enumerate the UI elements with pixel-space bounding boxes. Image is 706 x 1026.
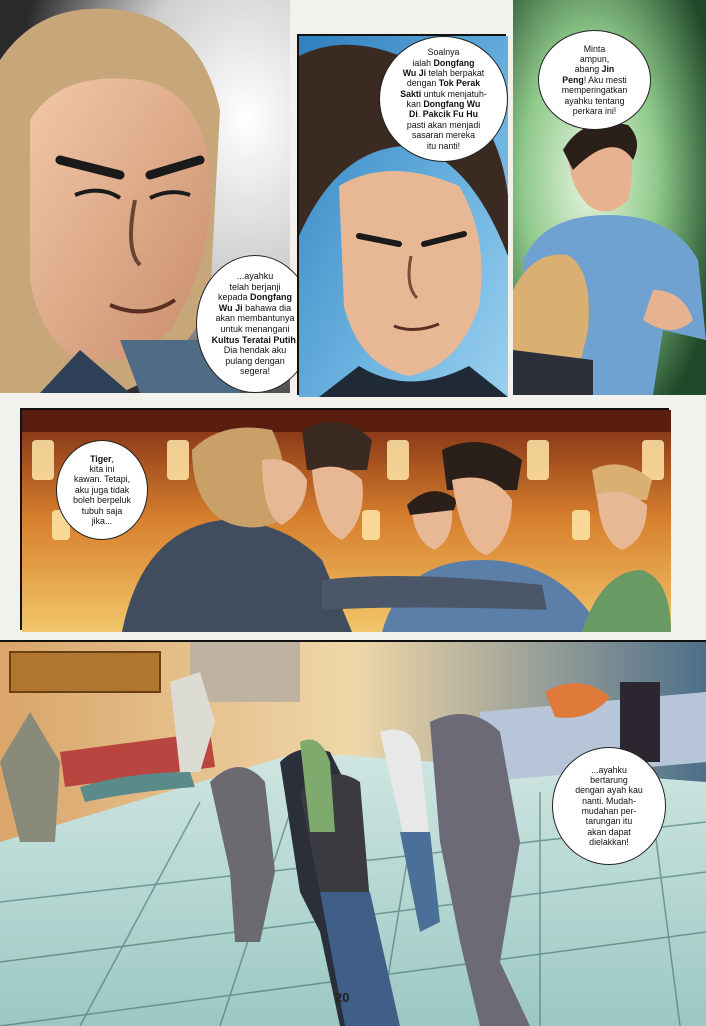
- page-number: 20: [335, 990, 350, 1005]
- speech-bubble-2: Soalnya ialah Dongfang Wu Ji telah berpakat dengan Tok Perak Sakti untuk menjatuh- kan Dongfang Wu Di. Pakcik Fu Hu pasti akan menjadi sasaran mereka itu nanti!: [379, 36, 508, 162]
- panel-5: [0, 640, 706, 1024]
- panel-2: [297, 34, 506, 395]
- speech-bubble-4: Tiger, kita ini kawan. Tetapi, aku juga tidak boleh berpeluk tubuh saja jika...: [56, 440, 148, 540]
- panel-4: [20, 408, 669, 630]
- speech-bubble-1: ...ayahku telah berjanji kepada Dongfang Wu Ji bahawa dia akan membantunya untuk menangani Kultus Teratai Putih. Dia hendak aku pulang dengan segera!: [196, 255, 314, 393]
- panel-1: [0, 0, 299, 393]
- panel-3: [513, 0, 706, 395]
- speech-bubble-3: Minta ampun, abang Jin Peng! Aku mesti memperingatkan ayahku tentang perkara ini!: [538, 30, 651, 130]
- speech-bubble-5: ...ayahku bertarung dengan ayah kau nanti. Mudah- mudahan per- tarungan itu akan dapat dielakkan!: [552, 747, 666, 865]
